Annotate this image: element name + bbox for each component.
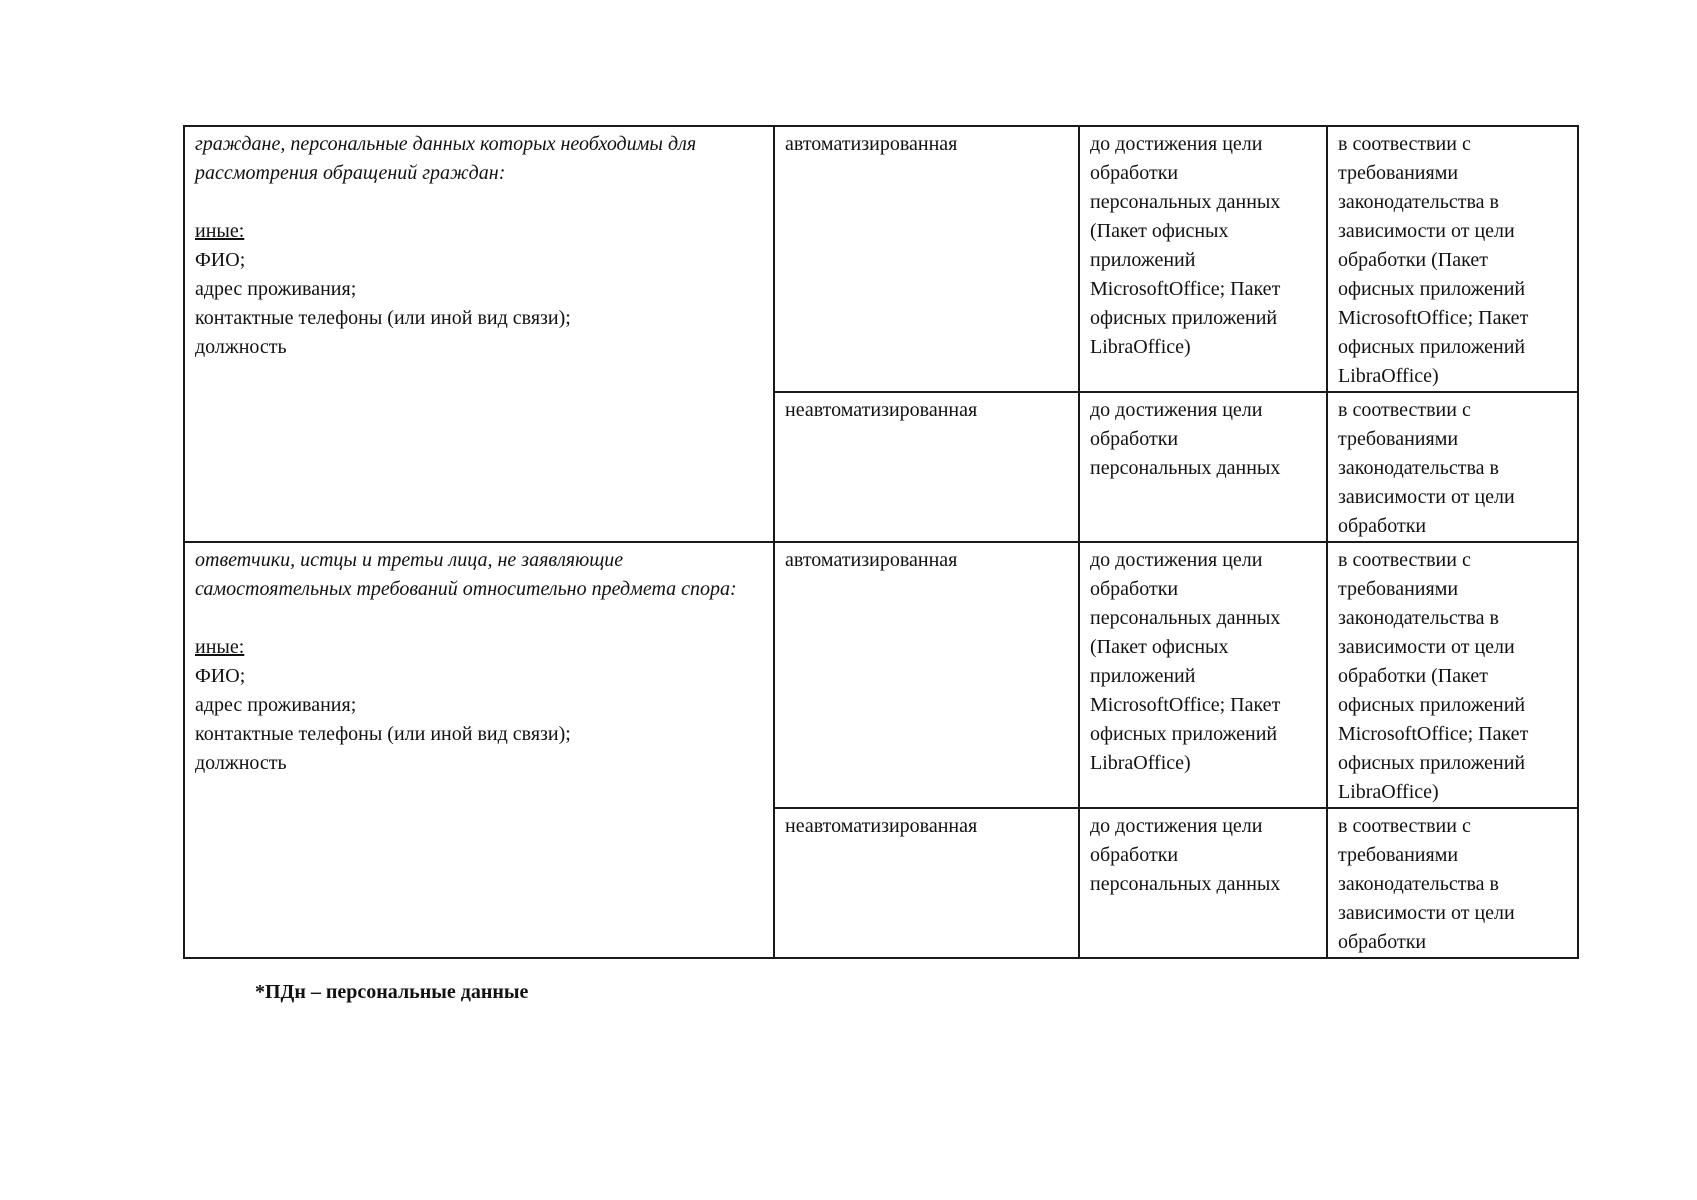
processing-term-cell: до достижения цели обработки персональных данных (Пакет офисных приложений MicrosoftOffice; Пакет офисных приложений LibraOffice) <box>1079 542 1327 808</box>
processing-method-cell: автоматизированная <box>774 542 1079 808</box>
storage-term-cell: в соотвествии с требованиями законодательства в зависимости от цели обработки (Пакет офисных приложений MicrosoftOffice; Пакет офисных приложений LibraOffice) <box>1327 542 1578 808</box>
data-item: ФИО; <box>195 665 246 687</box>
data-item: адрес проживания; <box>195 278 357 300</box>
subject-category-title: ответчики, истцы и третьи лица, не заявляющие самостоятельных требований относительно предмета спора: <box>195 549 737 600</box>
data-item: адрес проживания; <box>195 694 357 716</box>
data-item: ФИО; <box>195 249 246 271</box>
data-item: должность <box>195 752 287 774</box>
subject-category-cell <box>184 542 774 958</box>
processing-term-cell: до достижения цели обработки персональных данных <box>1079 392 1327 542</box>
processing-term-cell: до достижения цели обработки персональных данных (Пакет офисных приложений MicrosoftOffice; Пакет офисных приложений LibraOffice) <box>1079 126 1327 392</box>
data-item: контактные телефоны (или иной вид связи); <box>195 307 571 329</box>
storage-term-cell: в соотвествии с требованиями законодательства в зависимости от цели обработки <box>1327 808 1578 958</box>
other-data-label: иные: <box>195 636 245 658</box>
footnote: *ПДн – персональные данные <box>255 981 529 1003</box>
other-data-label: иные: <box>195 220 245 242</box>
processing-method-cell: неавтоматизированная <box>774 392 1079 542</box>
data-item: должность <box>195 336 287 358</box>
processing-method-cell: неавтоматизированная <box>774 808 1079 958</box>
storage-term-cell: в соотвествии с требованиями законодательства в зависимости от цели обработки (Пакет офисных приложений MicrosoftOffice; Пакет офисных приложений LibraOffice) <box>1327 126 1578 392</box>
processing-method-cell: автоматизированная <box>774 126 1079 392</box>
table-row <box>184 542 1578 808</box>
personal-data-table <box>183 125 1579 959</box>
processing-term-cell: до достижения цели обработки персональных данных <box>1079 808 1327 958</box>
table-row <box>184 126 1578 392</box>
subject-category-title: граждане, персональные данных которых необходимы для рассмотрения обращений граждан: <box>195 133 697 184</box>
subject-category-cell <box>184 126 774 542</box>
data-item: контактные телефоны (или иной вид связи); <box>195 723 571 745</box>
storage-term-cell: в соотвествии с требованиями законодательства в зависимости от цели обработки <box>1327 392 1578 542</box>
